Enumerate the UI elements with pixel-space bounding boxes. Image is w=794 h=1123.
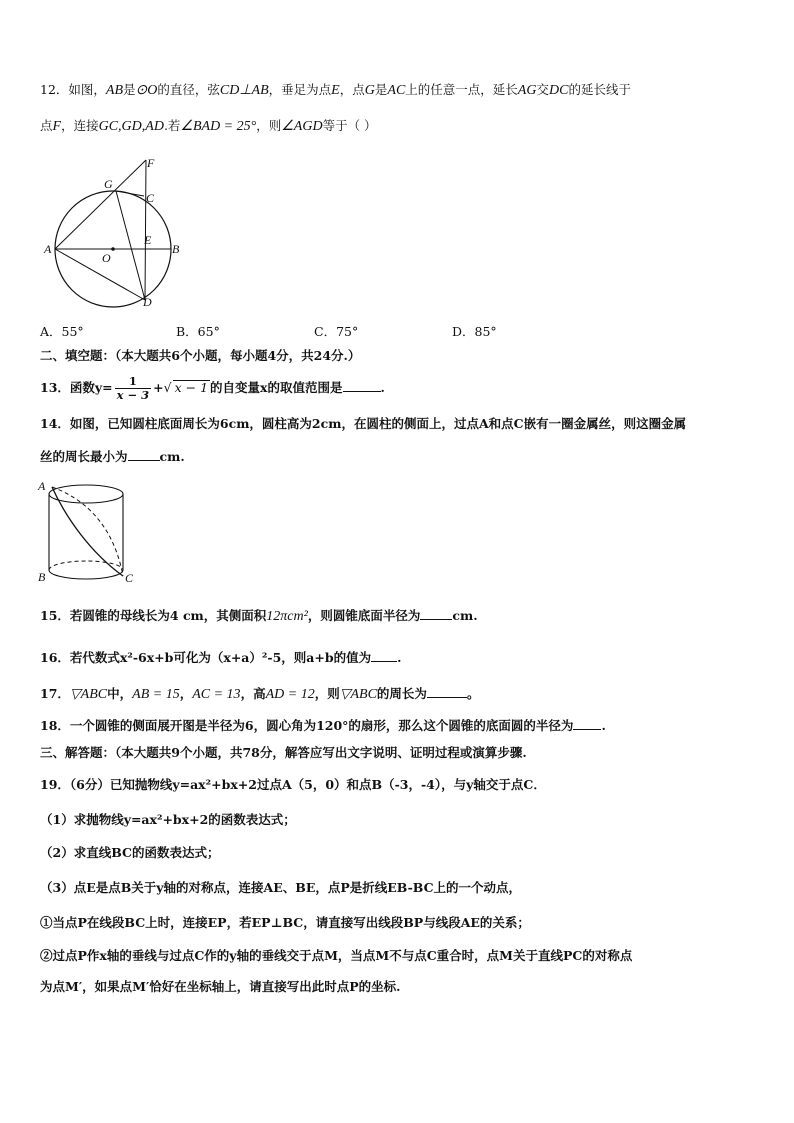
q15-line: 15．若圆锥的母线长为4 cm，其侧面积12πcm²，则圆锥底面半径为 cm. <box>40 608 478 624</box>
q15-answer-blank <box>420 607 452 620</box>
q19-sub2-line1: ②过点P作x轴的垂线与过点C作的y轴的垂线交于点M，当点M不与点C重合时，点M关于直线PC的对称点 <box>40 948 633 963</box>
q13-line: 13．函数y= $\frac{1}{x - 3}$ +√ x − 1 的自变量x的取值范围是 . <box>40 374 385 402</box>
q14-answer-blank <box>128 448 160 461</box>
chord-gd <box>116 191 145 300</box>
chord-ad <box>55 249 145 300</box>
label-g: G <box>104 177 113 191</box>
section2-heading: 二、填空题：（本大题共6个小题，每小题4分，共24分.） <box>40 348 361 363</box>
line-dcf <box>145 160 146 300</box>
circle-figure <box>36 150 196 310</box>
q19-part3: （3）点E是点B关于y轴的对称点，连接AE、BE，点P是折线EB-BC上的一个动点， <box>40 880 522 895</box>
q13-answer-blank <box>343 379 381 392</box>
label-a: A <box>38 479 46 493</box>
q12-choice-a: A．55° <box>40 324 84 339</box>
label-c: C <box>125 571 134 585</box>
q17-answer-blank <box>427 685 467 698</box>
label-o: O <box>102 251 111 265</box>
label-d: D <box>143 295 152 309</box>
q14-line1: 14．如图，已知圆柱底面周长为6cm，圆柱高为2cm，在圆柱的侧面上，过点A和点C嵌有一圈金属丝，则这圈金属 <box>40 416 687 431</box>
label-b: B <box>38 570 46 584</box>
label-c: C <box>146 191 155 205</box>
label-e: E <box>144 233 152 247</box>
q19-part1: （1）求抛物线y=ax²+bx+2的函数表达式； <box>40 812 296 827</box>
q12-line2: 点F，连接GC,GD,AD.若∠BAD = 25°，则∠AGD等于（ ） <box>40 118 377 134</box>
center-dot <box>111 247 115 251</box>
q19-stem: 19．（6分）已知抛物线y=ax²+bx+2过点A（5，0）和点B（-3，-4），与y轴交于点C． <box>40 777 546 792</box>
section3-heading: 三、解答题：（本大题共9个小题，共78分，解答应写出文字说明、证明过程或演算步骤. <box>40 745 527 760</box>
q16-answer-blank <box>371 649 397 662</box>
label-b: B <box>172 242 180 256</box>
q17-line: 17．▽ABC中，AB = 15，AC = 13，高AD = 12，则▽ABC的周长为 。 <box>40 686 480 702</box>
cylinder-bottom-front <box>49 570 123 579</box>
q12-choice-c: C．75° <box>314 324 359 339</box>
label-f: F <box>147 156 155 170</box>
q16-line: 16．若代数式x²-6x+b可化为（x+a）²-5，则a+b的值为 . <box>40 650 402 665</box>
label-a: A <box>44 242 52 256</box>
q18-line: 18．一个圆锥的侧面展开图是半径为6，圆心角为120°的扇形，那么这个圆锥的底面圆的半径为 . <box>40 718 606 733</box>
q13-fraction: $\frac{1}{x - 3}$ <box>116 374 150 402</box>
cylinder-figure <box>36 478 146 588</box>
q19-sub1: ①当点P在线段BC上时，连接EP，若EP⊥BC，请直接写出线段BP与线段AE的关系； <box>40 915 530 930</box>
q12-choice-d: D．85° <box>452 324 497 339</box>
cylinder-bottom-back <box>49 561 123 570</box>
q12-line1: 12．如图，AB是⊙O的直径，弦CD⊥AB，垂足为点E，点G是AC上的任意一点，延长AG交DC的延长线于 <box>40 82 631 98</box>
radical-sign: √ <box>163 380 172 395</box>
q19-part2: （2）求直线BC的函数表达式； <box>40 845 220 860</box>
q12-choice-b: B．65° <box>176 324 220 339</box>
cylinder-top <box>49 485 123 503</box>
chord-gc <box>116 191 144 196</box>
q18-answer-blank <box>573 717 601 730</box>
line-agf <box>55 160 146 249</box>
q19-sub2-line2: 为点M′，如果点M′恰好在坐标轴上，请直接写出此时点P的坐标. <box>40 979 401 994</box>
q14-line2: 丝的周长最小为 cm. <box>40 449 185 464</box>
